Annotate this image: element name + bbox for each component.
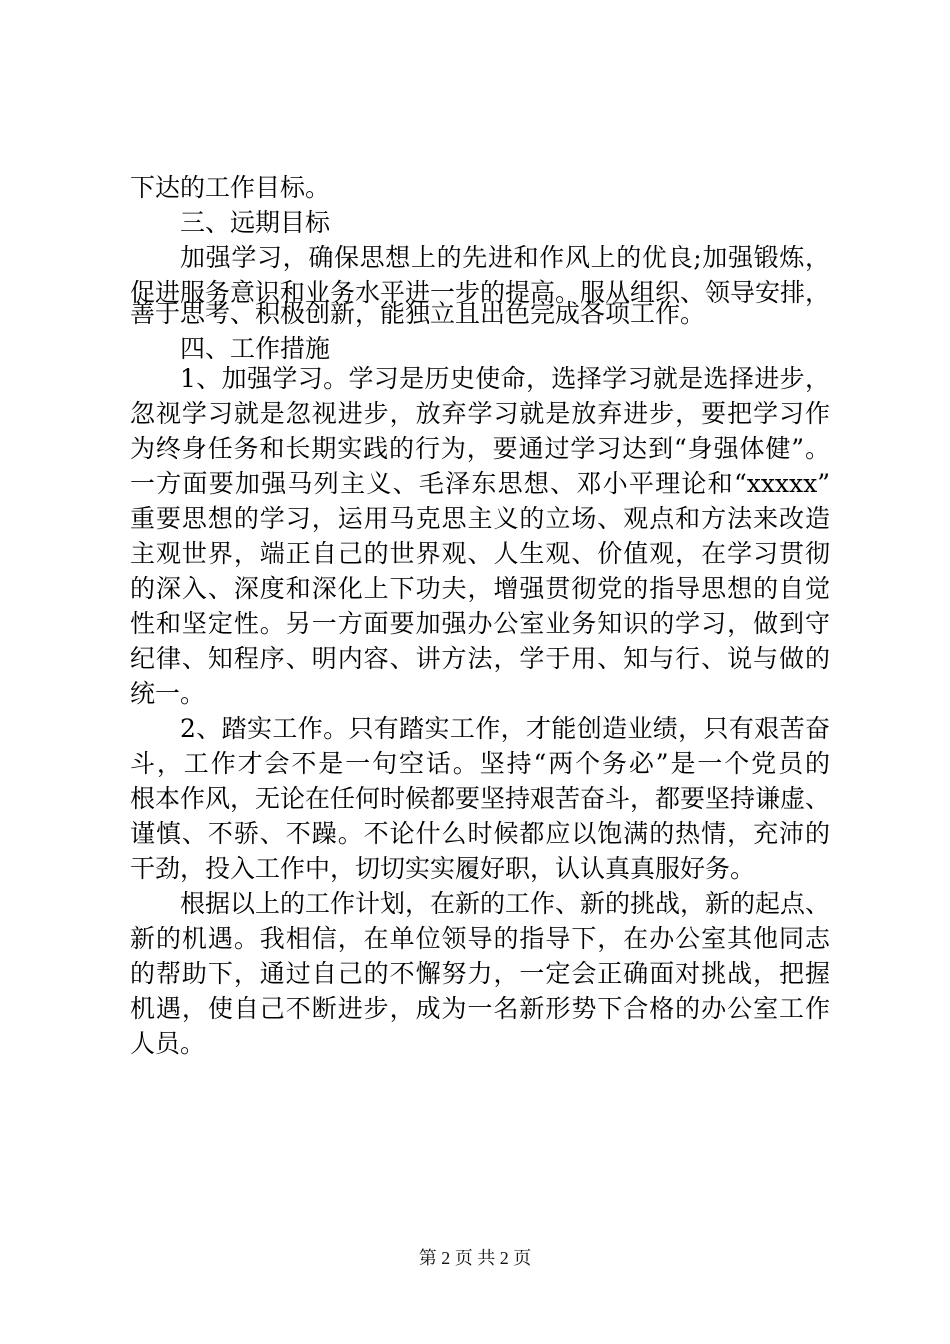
text-line: 一方面要加强马列主义、毛泽东思想、邓小平理论和“xxxxx” — [130, 469, 830, 498]
text-line: 促进服务意识和业务水平进一步的提高。服从组织、领导安排， — [130, 278, 831, 307]
text-line: 人员。 — [130, 1029, 206, 1058]
text-line: 新的机遇。我相信，在单位领导的指导下，在办公室其他同志 — [130, 924, 830, 953]
text-line: 加强学习，确保思想上的先进和作风上的优良;加强锻炼， — [180, 243, 830, 272]
text-line: 为终身任务和长期实践的行为，要通过学习达到“身强体健”。 — [130, 434, 830, 463]
section-heading: 四、工作措施 — [180, 334, 331, 363]
text-line: 根据以上的工作计划，在新的工作、新的挑战，新的起点、 — [180, 889, 831, 918]
text-line: 重要思想的学习，运用马克思主义的立场、观点和方法来改造 — [130, 504, 830, 533]
text-line: 2、踏实工作。只有踏实工作，才能创造业绩，只有艰苦奋 — [180, 714, 830, 743]
text-line: 善于思考、积极创新，能独立且出色完成各项工作。 — [130, 299, 706, 328]
text-line: 干劲，投入工作中，切切实实履好职，认认真真服好务。 — [130, 854, 756, 883]
text-line: 斗，工作才会不是一句空话。坚持“两个务必”是一个党员的 — [130, 749, 830, 778]
text-line: 下达的工作目标。 — [130, 173, 331, 202]
text-line: 纪律、知程序、明内容、讲方法，学于用、知与行、说与做的 — [130, 644, 830, 673]
text-line: 主观世界，端正自己的世界观、人生观、价值观，在学习贯彻 — [130, 539, 830, 568]
text-line: 1、加强学习。学习是历史使命，选择学习就是选择进步， — [180, 364, 830, 393]
text-line: 根本作风，无论在任何时候都要坚持艰苦奋斗，都要坚持谦虚、 — [130, 784, 831, 813]
text-line: 的帮助下，通过自己的不懈努力，一定会正确面对挑战，把握 — [130, 959, 830, 988]
page-footer: 第 2 页 共 2 页 — [418, 1248, 532, 1268]
text-line: 性和坚定性。另一方面要加强办公室业务知识的学习，做到守 — [130, 609, 830, 638]
text-line: 忽视学习就是忽视进步，放弃学习就是放弃进步，要把学习作 — [130, 399, 830, 428]
text-line: 的深入、深度和深化上下功夫，增强贯彻党的指导思想的自觉 — [130, 574, 830, 603]
text-line: 机遇，使自己不断进步，成为一名新形势下合格的办公室工作 — [130, 994, 830, 1023]
text-line: 统一。 — [130, 679, 206, 708]
section-heading: 三、远期目标 — [180, 208, 331, 237]
text-line: 谨慎、不骄、不躁。不论什么时候都应以饱满的热情，充沛的 — [130, 819, 830, 848]
